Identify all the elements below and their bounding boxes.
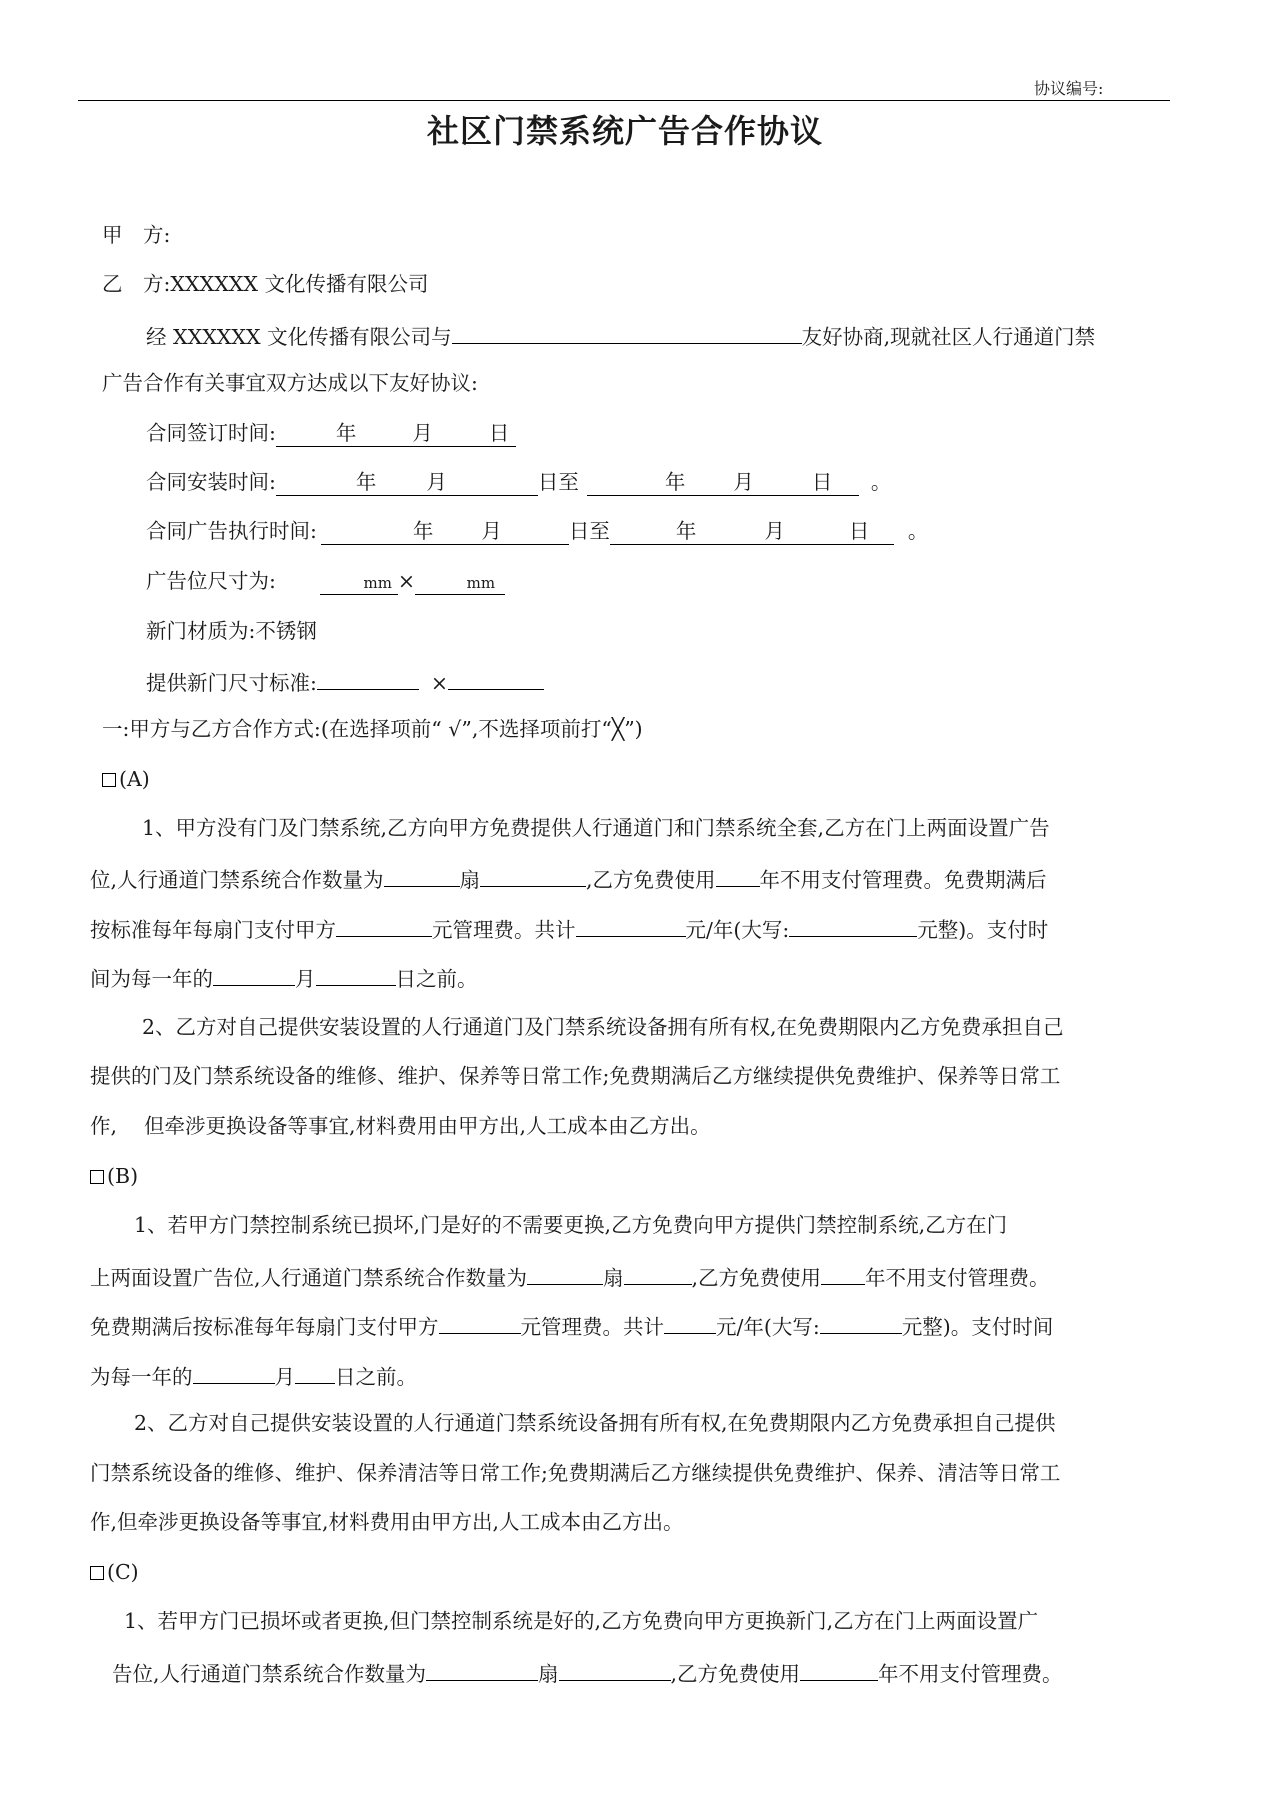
install-end-blank xyxy=(587,469,859,496)
intro-text: 广告合作有关事宜双方达成以下友好协议: xyxy=(102,371,478,395)
ad-width-blank xyxy=(320,568,398,595)
option-c-p1-l1 xyxy=(124,1604,1038,1638)
party-a-line xyxy=(102,218,170,252)
option-b-p1-l2 xyxy=(90,1258,1050,1292)
option-b-text: 免费期满后按标准每年每扇门支付甲方 xyxy=(90,1315,439,1339)
party-b-line xyxy=(102,267,429,301)
mm-unit: mm xyxy=(466,574,496,592)
option-b-text: 元管理费。共计 xyxy=(520,1315,664,1339)
exec-start-blank xyxy=(321,518,569,545)
option-a-text: 1、甲方没有门及门禁系统,乙方向甲方免费提供人行通道门和门禁系统全套,乙方在门上两面设置广告 xyxy=(142,816,1050,840)
sign-time-line xyxy=(146,416,516,450)
option-b-total-blank xyxy=(664,1307,716,1334)
ad-size-label: 广告位尺寸为: xyxy=(146,569,276,593)
sign-time-label: 合同签订时间: xyxy=(146,421,276,445)
option-a-p1-l4 xyxy=(90,959,478,993)
material-line xyxy=(146,614,317,648)
option-b-fee-blank xyxy=(439,1307,521,1334)
option-b-text: 扇 xyxy=(603,1266,624,1290)
option-b-text: 上两面设置广告位,人行通道门禁系统合作数量为 xyxy=(90,1266,528,1290)
option-b-label: (B) xyxy=(107,1164,139,1188)
intro-prefix: 经 XXXXXX 文化传播有限公司与 xyxy=(146,325,452,349)
option-a-label: (A) xyxy=(119,767,150,791)
option-a-text: 元整)。支付时 xyxy=(917,918,1049,942)
times-sign: × xyxy=(397,569,416,593)
intro-line-1 xyxy=(146,317,1095,351)
material-text: 新门材质为:不锈钢 xyxy=(146,619,317,643)
option-b-blank xyxy=(624,1258,692,1285)
agreement-number-label: 协议编号: xyxy=(1034,79,1104,98)
intro-line-2 xyxy=(102,366,478,400)
option-c-text: ,乙方免费使用 xyxy=(670,1662,801,1686)
month-text: 月 xyxy=(764,519,785,543)
install-time-label: 合同安装时间: xyxy=(146,470,276,494)
door-height-blank xyxy=(448,663,544,690)
option-b-month-blank xyxy=(193,1357,275,1384)
option-a-fee-blank xyxy=(336,910,432,937)
period-text: 。 xyxy=(907,519,929,543)
option-b-text: 2、乙方对自己提供安装设置的人行通道门禁系统设备拥有所有权,在免费期限内乙方免费承担自己提供 xyxy=(134,1411,1056,1435)
option-a-years-blank xyxy=(716,860,760,887)
option-b-p1-l1 xyxy=(134,1208,1007,1242)
option-a-p1-l1 xyxy=(142,811,1050,845)
option-b-p2-l1 xyxy=(134,1406,1056,1440)
party-b-name: XXXXXX 文化传播有限公司 xyxy=(170,272,429,296)
intro-partner-blank xyxy=(452,317,802,344)
option-b-text: 元/年(大写: xyxy=(716,1315,820,1339)
option-b-qty-blank xyxy=(527,1258,603,1285)
option-a-p1-l2 xyxy=(90,860,1047,894)
month-text: 月 xyxy=(481,519,502,543)
option-a-p2-l1 xyxy=(142,1010,1064,1044)
mm-unit: mm xyxy=(363,574,392,592)
option-c-blank xyxy=(559,1654,671,1681)
period-text: 。 xyxy=(870,470,892,494)
option-b-words-blank xyxy=(820,1307,902,1334)
party-a-label: 甲 方: xyxy=(102,223,171,247)
option-b-p2-l3 xyxy=(90,1505,684,1539)
option-a-text: 年不用支付管理费。免费期满后 xyxy=(759,868,1047,892)
option-b-text: 1、若甲方门禁控制系统已损坏,门是好的不需要更换,乙方免费向甲方提供门禁控制系统,乙方在门 xyxy=(134,1213,1008,1237)
year-text: 年 xyxy=(412,519,434,543)
option-b-years-blank xyxy=(821,1258,865,1285)
option-b-text: 作,但牵涉更换设备等事宜,材料费用由甲方出,人工成本由乙方出。 xyxy=(90,1510,684,1534)
option-a-text: 提供的门及门禁系统设备的维修、维护、保养等日常工作;免费期满后乙方继续提供免费维护、保养等日常工 xyxy=(90,1064,1061,1088)
door-std-line xyxy=(146,663,544,697)
intro-suffix: 友好协商,现就社区人行通道门禁 xyxy=(801,325,1096,349)
option-b-text: 门禁系统设备的维修、维护、保养清洁等日常工作;免费期满后乙方继续提供免费维护、保养、清洁等日常工 xyxy=(90,1461,1061,1485)
exec-end-blank xyxy=(610,518,894,545)
exec-time-line xyxy=(146,514,928,548)
option-b-text: ,乙方免费使用 xyxy=(691,1266,822,1290)
option-c-label: (C) xyxy=(107,1560,139,1584)
option-c-header xyxy=(90,1555,139,1589)
party-b-label: 乙 方: xyxy=(102,272,171,296)
option-c-qty-blank xyxy=(426,1654,538,1681)
door-std-label: 提供新门尺寸标准: xyxy=(146,671,317,695)
option-a-day-blank xyxy=(316,959,396,986)
section-1-heading xyxy=(102,712,643,746)
option-a-total-blank xyxy=(576,910,686,937)
option-b-p2-l2 xyxy=(90,1456,1060,1490)
option-b-day-blank xyxy=(295,1357,335,1384)
option-c-text: 扇 xyxy=(538,1662,559,1686)
option-c-checkbox[interactable] xyxy=(90,1566,104,1580)
year-text: 年 xyxy=(664,470,686,494)
option-c-years-blank xyxy=(800,1654,878,1681)
day-to-text: 日至 xyxy=(568,519,610,543)
year-text: 年 xyxy=(335,421,357,445)
option-c-p1-l2 xyxy=(112,1654,1063,1688)
sign-time-blank xyxy=(276,420,516,447)
year-text: 年 xyxy=(675,519,697,543)
option-a-text: 月 xyxy=(295,967,316,991)
install-start-blank xyxy=(276,469,538,496)
option-a-checkbox[interactable] xyxy=(102,773,116,787)
day-text: 日 xyxy=(848,519,870,543)
option-b-p1-l4 xyxy=(90,1357,417,1391)
option-b-text: 月 xyxy=(274,1365,295,1389)
option-b-p1-l3 xyxy=(90,1307,1053,1341)
ad-height-blank xyxy=(415,568,505,595)
option-a-qty-blank xyxy=(384,860,460,887)
door-width-blank xyxy=(317,663,419,690)
option-a-text: 间为每一年的 xyxy=(90,967,213,991)
option-a-month-blank xyxy=(213,959,295,986)
option-b-checkbox[interactable] xyxy=(90,1170,104,1184)
month-text: 月 xyxy=(412,421,433,445)
option-a-text: 扇 xyxy=(459,868,481,892)
option-b-text: 日之前。 xyxy=(335,1365,417,1389)
option-a-p2-l3 xyxy=(90,1109,711,1143)
option-c-text: 告位,人行通道门禁系统合作数量为 xyxy=(112,1662,427,1686)
exec-time-label: 合同广告执行时间: xyxy=(146,519,317,543)
option-b-text: 为每一年的 xyxy=(90,1365,193,1389)
option-a-text: 元管理费。共计 xyxy=(432,918,576,942)
option-a-p2-l2 xyxy=(90,1059,1060,1093)
option-a-header xyxy=(102,762,150,796)
ad-size-line xyxy=(146,564,505,598)
option-a-text: 作, 但牵涉更换设备等事宜,材料费用由甲方出,人工成本由乙方出。 xyxy=(90,1114,711,1138)
times-sign: × xyxy=(430,671,449,695)
document-title: 社区门禁系统广告合作协议 xyxy=(426,112,823,150)
option-a-blank xyxy=(480,860,586,887)
section-1-text: 一:甲方与乙方合作方式:(在选择项前“ √”,不选择项前打“╳”) xyxy=(102,717,643,741)
option-c-text: 1、若甲方门已损坏或者更换,但门禁控制系统是好的,乙方免费向甲方更换新门,乙方在门上两面设置广 xyxy=(124,1609,1039,1633)
day-text: 日 xyxy=(488,421,510,445)
install-time-line xyxy=(146,465,891,499)
day-to-text: 日至 xyxy=(537,470,579,494)
option-a-text: 元/年(大写: xyxy=(685,918,790,942)
month-text: 月 xyxy=(733,470,754,494)
option-a-text: 日之前。 xyxy=(395,967,478,991)
option-a-p1-l3 xyxy=(90,910,1048,944)
option-a-text: 按标准每年每扇门支付甲方 xyxy=(90,918,336,942)
header-rule xyxy=(78,100,1170,101)
option-a-text: ,乙方免费使用 xyxy=(586,868,716,892)
option-a-text: 2、乙方对自己提供安装设置的人行通道门及门禁系统设备拥有所有权,在免费期限内乙方免费承担自己 xyxy=(142,1015,1064,1039)
option-a-words-blank xyxy=(789,910,917,937)
month-text: 月 xyxy=(426,470,447,494)
option-c-text: 年不用支付管理费。 xyxy=(878,1662,1063,1686)
day-text: 日 xyxy=(811,470,833,494)
option-b-header xyxy=(90,1159,138,1193)
option-b-text: 年不用支付管理费。 xyxy=(865,1266,1050,1290)
option-a-text: 位,人行通道门禁系统合作数量为 xyxy=(90,868,384,892)
option-b-text: 元整)。支付时间 xyxy=(901,1315,1054,1339)
year-text: 年 xyxy=(355,470,377,494)
